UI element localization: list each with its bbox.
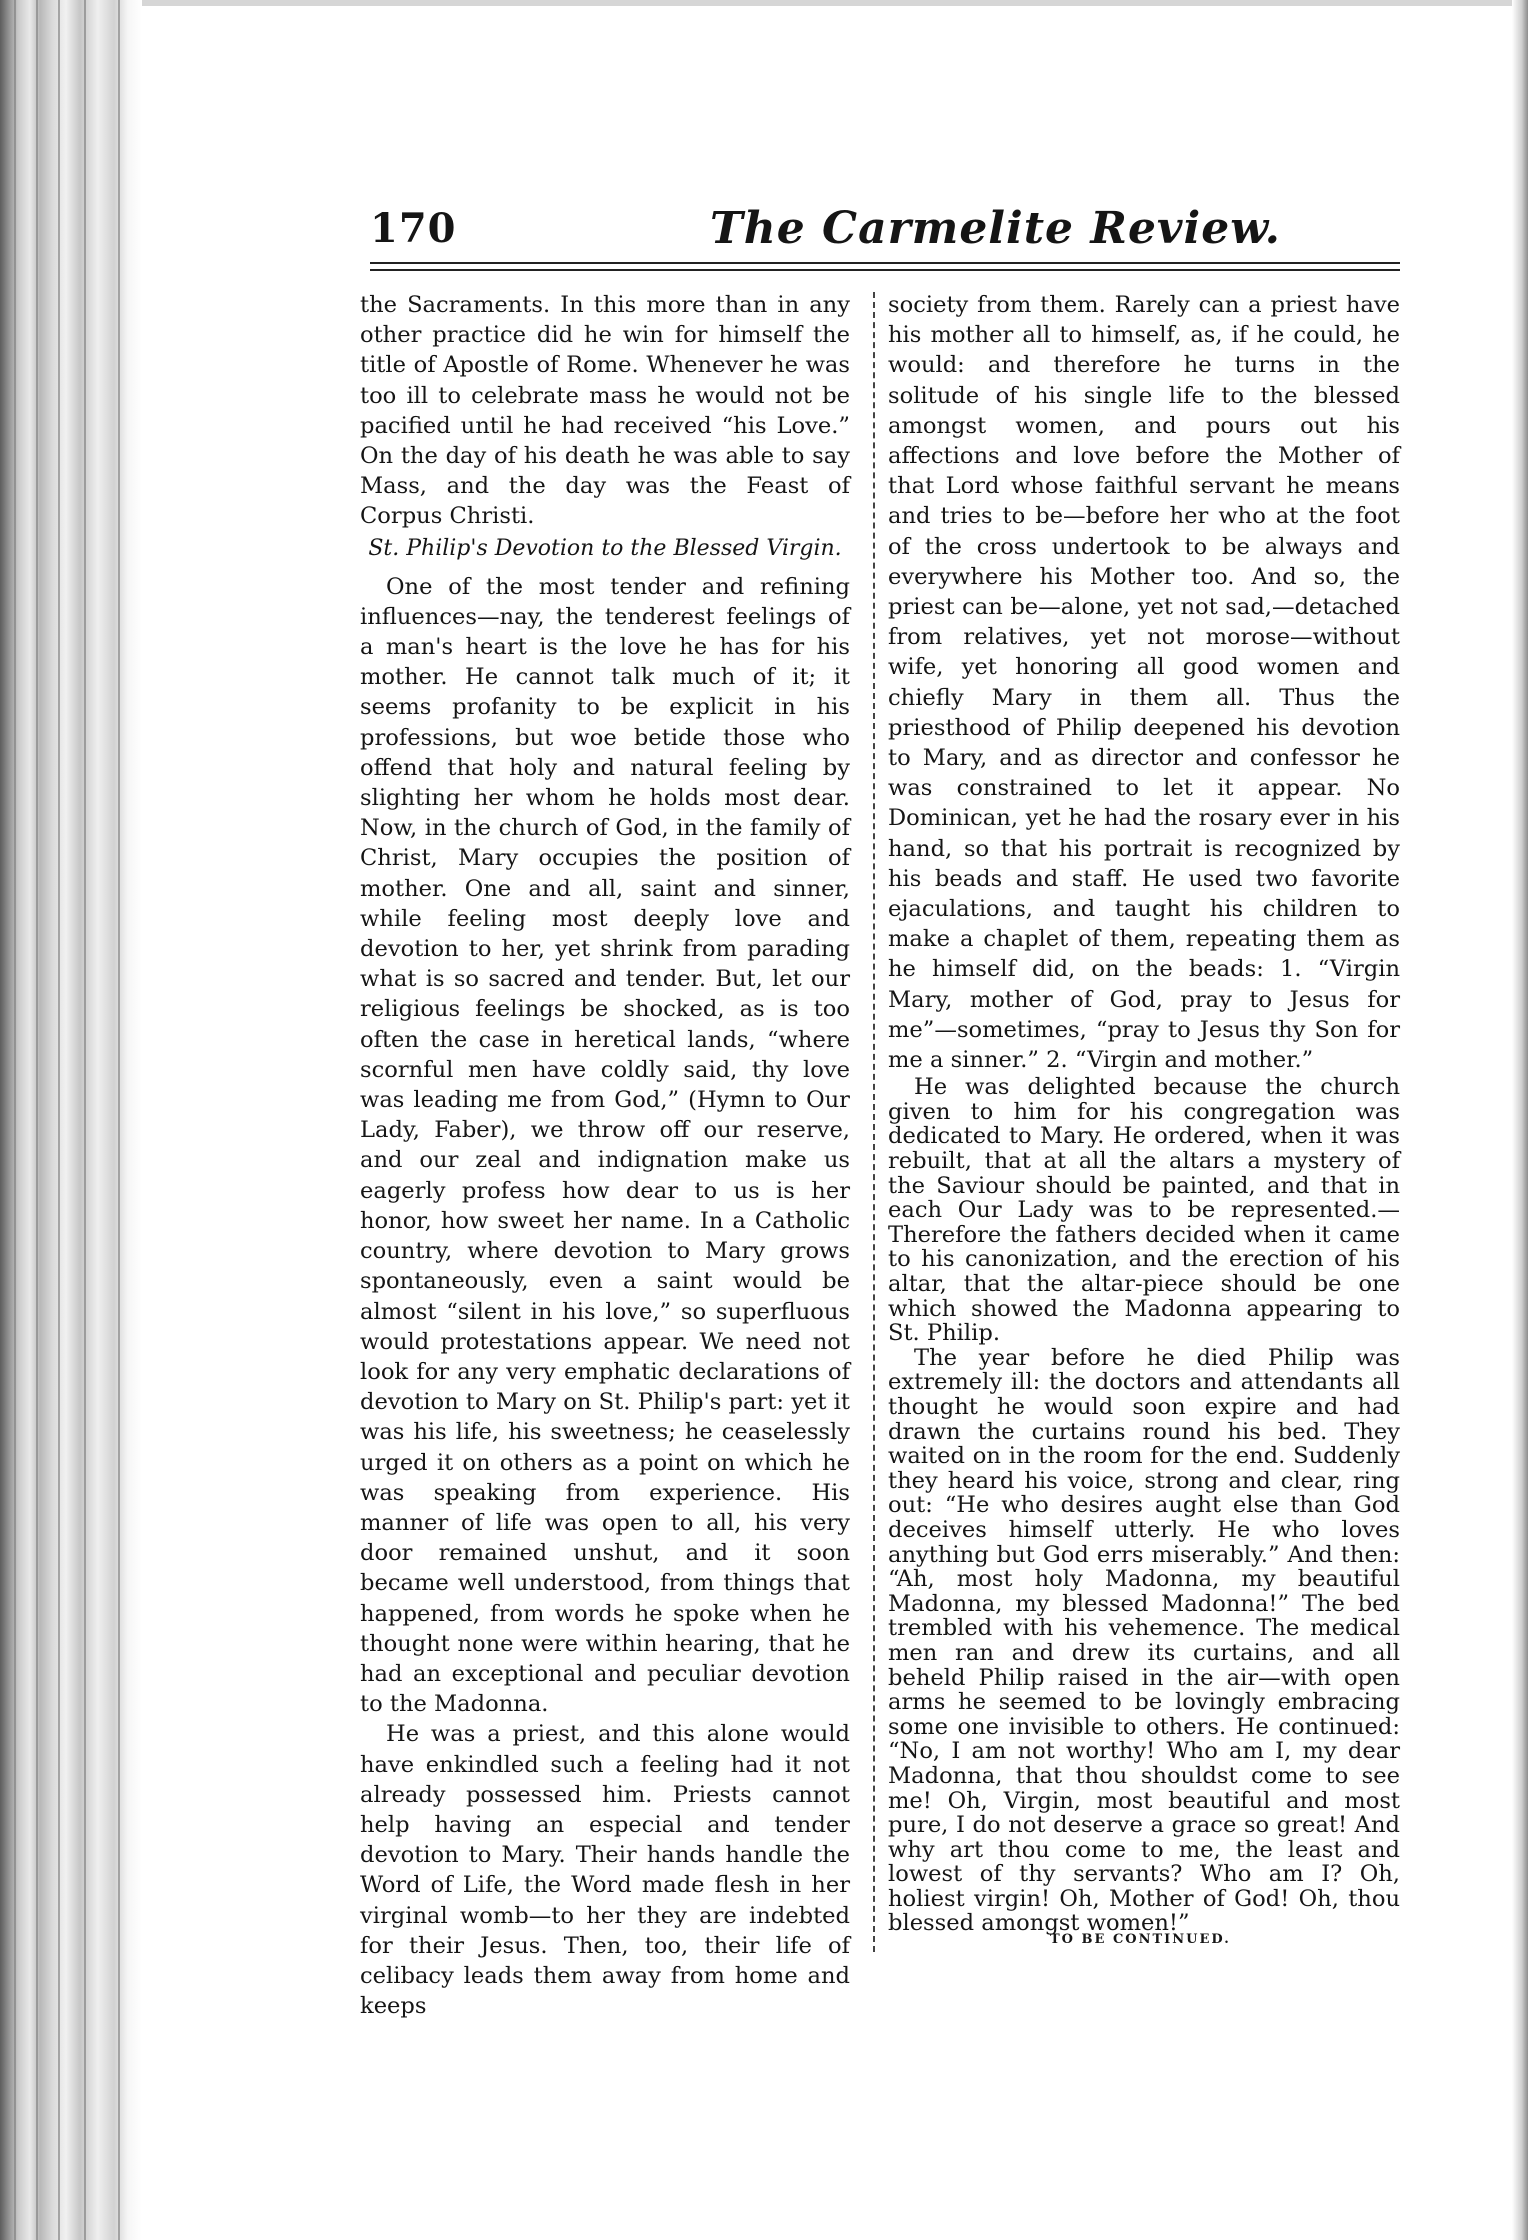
right-column: [888, 290, 1400, 1936]
left-paragraph-3: He was a priest, and this alone would have enkindled such a feeling had it not already possessed him. Priests cannot help having an especial and tender devotion to Mary. Their hands handle the Word of Life, the Word made flesh in her virginal womb—to her they are indebted for their Jesus. Then, too, their life of celibacy leads them away from home and keeps: [360, 1721, 850, 2020]
book-gutter: [0, 0, 142, 2240]
right-paragraph-3: The year before he died Philip was extremely ill: the doctors and attendants all thought he would soon expire and had drawn the curtains round his bed. They waited on in the room for the end. Suddenly they heard his voice, strong and clear, ring out: “He who desires aught else than God deceives himself utterly. He who loves anything but God errs miserably.” And then: “Ah, most holy Madonna, my beautiful Madonna, my blessed Madonna!” The bed trembled with his vehemence. The medical men ran and drew its curtains, and all beheld Philip raised in the air—with open arms he seemed to be lovingly embracing some one invisible to others. He continued: “No, I am not worthy! Who am I, my dear Madonna, that thou shouldst come to see me! Oh, Virgin, most beautiful and most pure, I do not deserve a grace so great! And why art thou come to me, the least and lowest of thy servants? Who am I? Oh, holiest virgin! Oh, Mother of God! Oh, thou blessed amongst women!”: [888, 1344, 1400, 1937]
left-paragraph-2: One of the most tender and refining influences—nay, the tenderest feelings of a man's heart is the love he has for his mother. He cannot talk much of it; it seems profanity to be explicit in his professions, but woe betide those who offend that holy and natural feeling by slighting her whom he holds most dear. Now, in the church of God, in the family of Christ, Mary occupies the position of mother. One and all, saint and sinner, while feeling most deeply love and devotion to her, yet shrink from parading what is so sacred and tender. But, let our religious feelings be shocked, as is too often the case in heretical lands, “where scornful men have coldly said, thy love was leading me from God,” (Hymn to Our Lady, Faber), we throw off our reserve, and our zeal and indignation make us eagerly profess how dear to us is her honor, how sweet her name. In a Catholic country, where devotion to Mary grows spontaneously, even a saint would be almost “silent in his love,” so superfluous would protestations appear. We need not look for any very emphatic declarations of devotion to Mary on St. Philip's part: yet it was his life, his sweetness; he ceaselessly urged it on others as a point on which he was speaking from experience. His manner of life was open to all, his very door remained unshut, and it soon became well understood, from things that happened, from words he spoke when he thought none were within hearing, that he had an exceptional and peculiar devotion to the Madonna.: [360, 573, 850, 1718]
page-number: 170: [370, 205, 457, 252]
right-paragraph-2: He was delighted because the church given to him for his congregation was dedicated to Mary. He ordered, when it was rebuilt, that at all the altars a mystery of the Saviour should be painted, and that in each Our Lady was to be represented.—Therefore the fathers decided when it came to his canonization, and the erection of his altar, that the altar-piece should be one which showed the Madonna appearing to St. Philip.: [888, 1074, 1400, 1347]
section-heading: St. Philip's Devotion to the Blessed Virgin.: [368, 535, 842, 561]
header-rule: [370, 262, 1400, 271]
page-top-edge: [0, 0, 1528, 6]
page-right-edge: [1512, 0, 1528, 2240]
left-paragraph-1: the Sacraments. In this more than in any other practice did he win for himself the title of Apostle of Rome. Whenever he was too ill to celebrate mass he would not be pacified until he had received “his Love.” On the day of his death he was able to say Mass, and the day was the Feast of Corpus Christi.: [360, 292, 850, 530]
left-column: [360, 290, 850, 2021]
to-be-continued: TO BE CONTINUED.: [1050, 1932, 1231, 1947]
journal-title: The Carmelite Review.: [710, 203, 1281, 254]
right-paragraph-1: society from them. Rarely can a priest have his mother all to himself, as, if he could, he would: and therefore he turns in the solitude of his single life to the blessed amongst women, and pours out his affections and love before the Mother of that Lord whose faithful servant he means and tries to be—before her who at the foot of the cross undertook to be always and everywhere his Mother too. And so, the priest can be—alone, yet not sad,—detached from relatives, yet not morose—without wife, yet honoring all good women and chiefly Mary in them all. Thus the priesthood of Philip deepened his devotion to Mary, and as director and confessor he was constrained to let it appear. No Dominican, yet he had the rosary ever in his hand, so that his portrait is recognized by his beads and staff. He used two favorite ejaculations, and taught his children to make a chaplet of them, repeating them as he himself did, on the beads: 1. “Virgin Mary, mother of God, pray to Jesus for me”—sometimes, “pray to Jesus thy Son for me a sinner.” 2. “Virgin and mother.”: [888, 292, 1400, 1074]
column-divider: [873, 292, 875, 1952]
